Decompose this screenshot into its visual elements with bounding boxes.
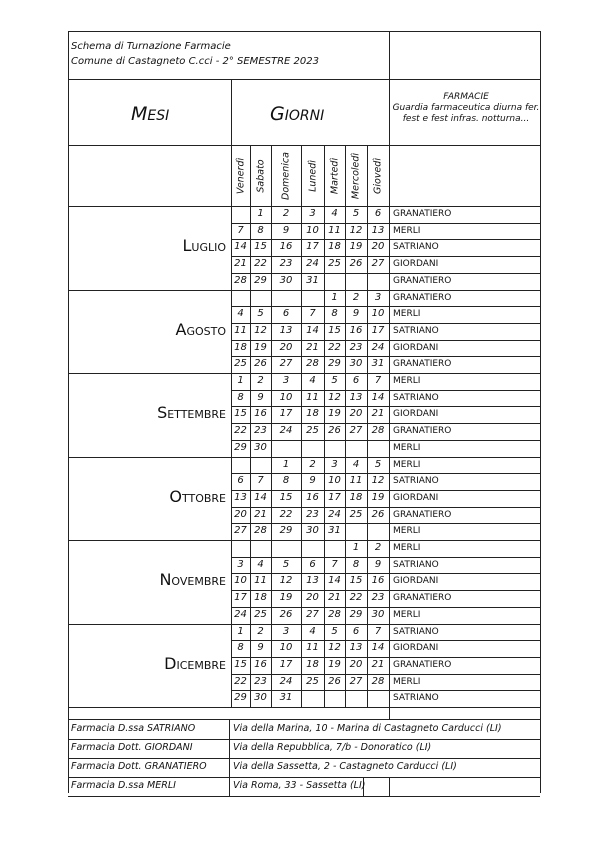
day-cell: 27 [306, 608, 319, 620]
day-cell: 8 [352, 558, 360, 570]
day-cell: 14 [328, 575, 341, 587]
day-cell: 17 [279, 658, 293, 670]
grid-line [389, 31, 390, 719]
day-cell: 12 [279, 575, 293, 587]
day-cell: 6 [309, 558, 316, 570]
pharmacy-name: Farmacia D.ssa SATRIANO [71, 723, 196, 734]
day-cell: 13 [371, 224, 385, 236]
month-label: LUGLIO [182, 236, 226, 256]
day-cell: 16 [306, 491, 319, 503]
day-cell: 17 [234, 592, 247, 604]
day-cell: 21 [306, 341, 319, 353]
day-cell: 10 [279, 391, 293, 403]
month-label: AGOSTO [175, 319, 226, 339]
weekday-label: Domenica [280, 152, 292, 200]
day-cell: 8 [237, 391, 244, 403]
on-duty-pharmacy: GIORDANI [393, 492, 439, 503]
day-cell: 14 [371, 642, 385, 654]
on-duty-pharmacy: SATRIANO [393, 325, 439, 336]
day-cell: 7 [374, 625, 382, 637]
day-cell: 9 [309, 475, 316, 487]
day-cell: 7 [237, 224, 244, 236]
day-cell: 22 [328, 341, 341, 353]
day-cell: 23 [306, 508, 319, 520]
day-cell: 23 [254, 425, 267, 437]
on-duty-pharmacy: MERLI [393, 676, 421, 687]
day-cell: 5 [352, 208, 360, 219]
day-cell: 26 [279, 608, 293, 620]
weekday-label: Martedì [329, 157, 340, 195]
day-cell: 27 [349, 675, 363, 687]
day-cell: 25 [306, 675, 319, 687]
grid-line [68, 758, 540, 759]
day-cell: 5 [331, 375, 338, 386]
on-duty-pharmacy: MERLI [393, 526, 421, 537]
document-title-line1: Schema di Turnazione Farmacie [71, 41, 231, 52]
weekday-label: Giovedì [372, 158, 384, 194]
day-cell: 27 [279, 358, 293, 370]
day-cell: 10 [306, 224, 319, 236]
day-cell: 1 [331, 291, 338, 303]
day-cell: 20 [279, 341, 293, 353]
day-cell: 27 [349, 425, 363, 437]
day-cell: 30 [254, 692, 267, 704]
day-cell: 27 [234, 525, 247, 537]
on-duty-pharmacy: GIORDANI [393, 576, 439, 587]
grid-line [68, 31, 69, 793]
day-cell: 24 [371, 341, 385, 353]
on-duty-pharmacy: GRANATIERO [393, 509, 452, 520]
on-duty-pharmacy: SATRIANO [393, 476, 439, 487]
month-label: DICEMBRE [164, 653, 226, 673]
day-cell: 29 [349, 608, 363, 620]
grid-line [68, 707, 540, 708]
day-cell: 18 [306, 658, 319, 670]
day-cell: 12 [328, 642, 341, 654]
day-cell: 20 [349, 658, 363, 670]
day-cell: 31 [279, 692, 293, 704]
day-cell: 4 [352, 458, 360, 470]
day-cell: 25 [234, 358, 247, 370]
day-cell: 19 [328, 408, 341, 420]
on-duty-pharmacy: MERLI [393, 225, 421, 236]
day-cell: 2 [282, 208, 290, 219]
day-cell: 1 [257, 208, 264, 219]
grid-line [68, 796, 540, 797]
month-label: NOVEMBRE [159, 570, 226, 590]
day-cell: 30 [254, 441, 267, 453]
document-title-line2: Comune di Castagneto C.cci - 2° SEMESTRE 2023 [71, 56, 319, 67]
day-cell: 13 [349, 391, 363, 403]
day-cell: 17 [328, 491, 341, 503]
day-cell: 8 [237, 642, 244, 654]
day-cell: 30 [349, 358, 363, 370]
day-cell: 18 [234, 341, 247, 353]
day-cell: 25 [254, 608, 267, 620]
day-cell: 13 [279, 324, 293, 336]
on-duty-pharmacy: GIORDANI [393, 643, 439, 654]
grid-line [68, 540, 540, 541]
day-cell: 4 [309, 375, 316, 386]
day-cell: 20 [371, 241, 385, 253]
day-cell: 3 [237, 558, 244, 570]
day-cell: 4 [237, 308, 244, 320]
grid-line [68, 79, 540, 80]
on-duty-pharmacy: SATRIANO [393, 392, 439, 403]
day-cell: 9 [257, 391, 264, 403]
day-cell: 5 [331, 625, 338, 637]
day-cell: 16 [279, 241, 293, 253]
day-cell: 31 [306, 274, 319, 286]
on-duty-pharmacy: GIORDANI [393, 259, 439, 270]
farmacie-header [391, 92, 541, 125]
weekday-label: Sabato [255, 159, 266, 193]
on-duty-pharmacy: GRANATIERO [393, 292, 452, 303]
on-duty-pharmacy: GRANATIERO [393, 209, 452, 219]
day-cell: 16 [254, 408, 267, 420]
day-cell: 12 [328, 391, 341, 403]
day-cell: 9 [257, 642, 264, 654]
day-cell: 15 [279, 491, 293, 503]
day-cell: 10 [371, 308, 385, 320]
day-cell: 10 [279, 642, 293, 654]
pharmacy-name: Farmacia Dott. GRANATIERO [71, 761, 207, 772]
day-cell: 22 [234, 675, 247, 687]
giorni-header: GIORNI [270, 103, 325, 125]
farmacie-description-2: fest e fest infras. notturna... [402, 114, 530, 124]
weekday-label: Venerdì [235, 157, 246, 195]
grid-line [68, 777, 540, 778]
day-cell: 8 [282, 475, 290, 487]
day-cell: 11 [306, 391, 319, 403]
day-cell: 21 [328, 592, 341, 604]
day-cell: 24 [328, 508, 341, 520]
day-cell: 28 [328, 608, 341, 620]
day-cell: 15 [328, 324, 341, 336]
day-cell: 2 [374, 542, 382, 553]
day-cell: 7 [331, 558, 338, 570]
mesi-header: MESI [131, 103, 170, 125]
day-cell: 30 [306, 525, 319, 537]
day-cell: 21 [371, 658, 385, 670]
day-cell: 14 [306, 324, 319, 336]
on-duty-pharmacy: MERLI [393, 442, 421, 453]
day-cell: 6 [237, 475, 244, 487]
day-cell: 3 [374, 291, 382, 303]
pharmacy-address: Via della Marina, 10 - Marina di Castagneto Carducci (LI) [233, 723, 502, 734]
day-cell: 23 [371, 592, 385, 604]
day-cell: 27 [371, 258, 385, 270]
day-cell: 9 [374, 558, 382, 570]
day-cell: 21 [371, 408, 385, 420]
day-cell: 6 [282, 308, 290, 320]
grid-line [68, 290, 540, 291]
day-cell: 20 [234, 508, 247, 520]
pharmacy-name: Farmacia D.ssa MERLI [71, 780, 176, 791]
on-duty-pharmacy: SATRIANO [393, 626, 439, 637]
day-cell: 15 [234, 408, 247, 420]
day-cell: 29 [234, 692, 247, 704]
day-cell: 16 [349, 324, 363, 336]
day-cell: 24 [234, 608, 247, 620]
day-cell: 28 [254, 525, 267, 537]
day-cell: 19 [349, 241, 363, 253]
on-duty-pharmacy: MERLI [393, 543, 421, 553]
month-label: OTTOBRE [169, 486, 226, 506]
day-cell: 4 [257, 558, 264, 570]
on-duty-pharmacy: GRANATIERO [393, 426, 452, 437]
on-duty-pharmacy: GIORDANI [393, 342, 439, 353]
day-cell: 13 [306, 575, 319, 587]
day-cell: 19 [254, 341, 267, 353]
day-cell: 25 [306, 425, 319, 437]
day-cell: 7 [374, 375, 382, 386]
day-cell: 2 [257, 625, 264, 637]
day-cell: 29 [279, 525, 293, 537]
day-cell: 1 [237, 375, 244, 386]
day-cell: 22 [279, 508, 293, 520]
on-duty-pharmacy: GRANATIERO [393, 593, 452, 604]
day-cell: 22 [254, 258, 267, 270]
day-cell: 15 [254, 241, 267, 253]
day-cell: 3 [282, 375, 290, 386]
day-cell: 17 [279, 408, 293, 420]
weekday-label: Mercoledì [350, 152, 362, 200]
day-cell: 28 [371, 425, 385, 437]
day-cell: 3 [331, 458, 338, 470]
day-cell: 5 [257, 308, 264, 320]
weekday-label: Lunedì [307, 160, 318, 192]
pharmacy-name: Farmacia Dott. GIORDANI [71, 742, 193, 753]
day-cell: 7 [309, 308, 316, 320]
grid-line [68, 739, 540, 740]
on-duty-pharmacy: GRANATIERO [393, 359, 452, 370]
day-cell: 31 [328, 525, 341, 537]
day-cell: 24 [279, 425, 293, 437]
day-cell: 4 [331, 208, 338, 219]
day-cell: 6 [374, 208, 382, 219]
day-cell: 2 [309, 458, 316, 470]
day-cell: 26 [371, 508, 385, 520]
day-cell: 5 [374, 458, 382, 470]
day-cell: 12 [349, 224, 363, 236]
day-cell: 24 [306, 258, 319, 270]
day-cell: 11 [349, 475, 363, 487]
day-cell: 22 [349, 592, 363, 604]
day-cell: 6 [352, 375, 360, 386]
day-cell: 16 [371, 575, 385, 587]
day-cell: 12 [371, 475, 385, 487]
day-cell: 18 [254, 592, 267, 604]
day-cell: 24 [279, 675, 293, 687]
day-cell: 26 [254, 358, 267, 370]
day-cell: 29 [254, 274, 267, 286]
day-cell: 29 [328, 358, 341, 370]
on-duty-pharmacy: SATRIANO [393, 242, 439, 253]
day-cell: 11 [234, 324, 247, 336]
day-cell: 15 [234, 658, 247, 670]
day-cell: 14 [371, 391, 385, 403]
day-cell: 23 [349, 341, 363, 353]
day-cell: 8 [257, 224, 264, 236]
day-cell: 4 [309, 625, 316, 637]
day-cell: 15 [349, 575, 363, 587]
day-cell: 11 [254, 575, 267, 587]
pharmacy-address: Via Roma, 33 - Sassetta (LI) [233, 780, 366, 791]
day-cell: 1 [282, 458, 290, 470]
pharmacy-address: Via della Repubblica, 7/b - Donoratico (LI) [233, 742, 432, 753]
day-cell: 6 [352, 625, 360, 637]
grid-line [540, 31, 541, 793]
pharmacy-address: Via della Sassetta, 2 - Castagneto Carducci (LI) [233, 761, 457, 772]
day-cell: 23 [279, 258, 293, 270]
day-cell: 22 [234, 425, 247, 437]
day-cell: 16 [254, 658, 267, 670]
day-cell: 26 [328, 425, 341, 437]
day-cell: 19 [279, 592, 293, 604]
day-cell: 18 [349, 491, 363, 503]
day-cell: 29 [234, 441, 247, 453]
day-cell: 5 [282, 558, 290, 570]
day-cell: 2 [257, 375, 264, 386]
day-cell: 12 [254, 324, 267, 336]
day-cell: 30 [279, 274, 293, 286]
day-cell: 10 [234, 575, 247, 587]
day-cell: 20 [306, 592, 319, 604]
farmacie-description-1: Guardia farmaceutica diurna fer. [392, 103, 540, 113]
day-cell: 19 [371, 491, 385, 503]
day-cell: 21 [234, 258, 247, 270]
day-cell: 14 [234, 241, 247, 253]
day-cell: 9 [282, 224, 290, 236]
month-label: SETTEMBRE [157, 403, 226, 423]
day-cell: 20 [349, 408, 363, 420]
day-cell: 8 [331, 308, 338, 320]
on-duty-pharmacy: SATRIANO [393, 693, 439, 704]
day-cell: 25 [328, 258, 341, 270]
day-cell: 11 [306, 642, 319, 654]
day-cell: 26 [328, 675, 341, 687]
on-duty-pharmacy: GRANATIERO [393, 275, 452, 286]
on-duty-pharmacy: MERLI [393, 309, 421, 320]
day-cell: 28 [306, 358, 319, 370]
grid-line [389, 777, 390, 796]
day-cell: 1 [237, 625, 244, 637]
day-cell: 19 [328, 658, 341, 670]
grid-line [68, 719, 540, 720]
on-duty-pharmacy: GRANATIERO [393, 659, 452, 670]
on-duty-pharmacy: SATRIANO [393, 559, 439, 570]
day-cell: 13 [234, 491, 247, 503]
day-cell: 17 [371, 324, 385, 336]
day-cell: 10 [328, 475, 341, 487]
day-cell: 28 [371, 675, 385, 687]
day-cell: 1 [352, 542, 360, 553]
day-cell: 17 [306, 241, 319, 253]
day-cell: 11 [328, 224, 341, 236]
day-cell: 14 [254, 491, 267, 503]
day-cell: 30 [371, 608, 385, 620]
on-duty-pharmacy: GIORDANI [393, 409, 439, 420]
day-cell: 7 [257, 475, 264, 487]
day-cell: 28 [234, 274, 247, 286]
day-cell: 26 [349, 258, 363, 270]
on-duty-pharmacy: MERLI [393, 376, 421, 386]
day-cell: 3 [282, 625, 290, 637]
on-duty-pharmacy: MERLI [393, 459, 421, 470]
farmacie-title: FARMACIE [443, 92, 489, 102]
on-duty-pharmacy: MERLI [393, 609, 421, 620]
day-cell: 31 [371, 358, 385, 370]
day-cell: 18 [306, 408, 319, 420]
day-cell: 2 [352, 291, 360, 303]
day-cell: 13 [349, 642, 363, 654]
grid-line [231, 440, 540, 441]
day-cell: 21 [254, 508, 267, 520]
grid-line [229, 719, 230, 796]
day-cell: 25 [349, 508, 363, 520]
day-cell: 23 [254, 675, 267, 687]
grid-line [68, 31, 540, 32]
day-cell: 9 [352, 308, 360, 320]
day-cell: 18 [328, 241, 341, 253]
day-cell: 3 [309, 208, 316, 219]
